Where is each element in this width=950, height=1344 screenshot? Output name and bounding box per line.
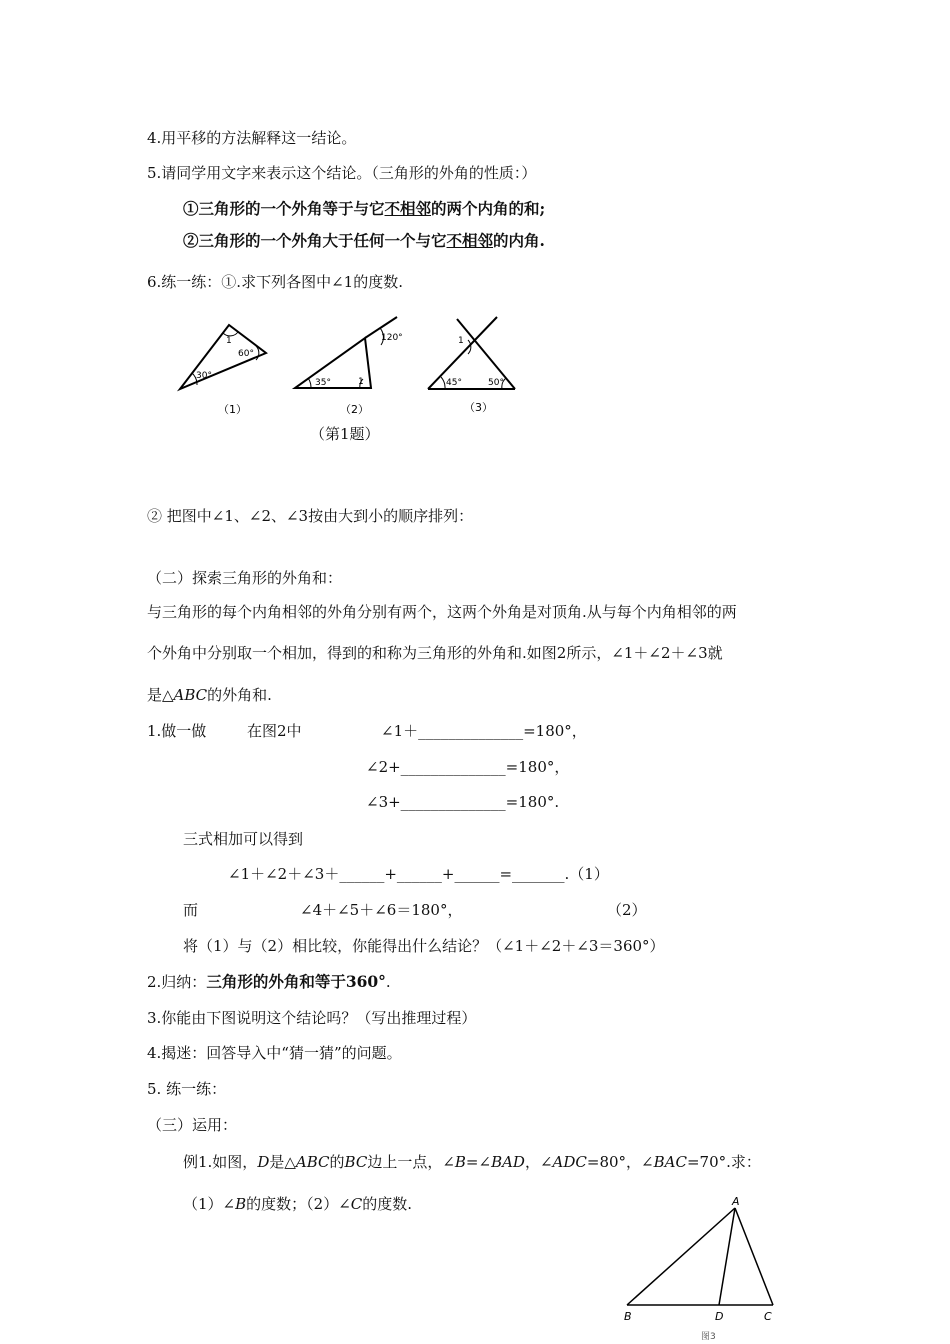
figure-1-caption: （1）	[218, 403, 247, 416]
ex-var-b: B	[454, 1153, 466, 1171]
property-2-text-b: 的内角.	[493, 231, 545, 250]
equation-interior: ∠4＋∠5＋∠6＝180°，	[300, 901, 463, 919]
figure-2	[295, 317, 403, 416]
figure-3-angle-1: 1	[458, 336, 464, 346]
task-2: ② 把图中∠1、∠2、∠3按由大到小的顺序排列：	[147, 507, 474, 525]
question-4: 4.揭迷：回答导入中“猜一猜”的问题。	[147, 1044, 402, 1062]
vertex-a: A	[732, 1195, 740, 1208]
segment-ab	[627, 1208, 735, 1305]
q-text-b: 的度数；（2）∠	[246, 1195, 351, 1213]
example-1	[183, 1152, 761, 1172]
figure-3-caption: （3）	[464, 401, 493, 414]
paragraph-line-3	[147, 685, 272, 705]
figure-3-left-line	[428, 317, 497, 389]
compare-question: 将（1）与（2）相比较，你能得出什么结论？（∠1＋∠2＋∠3＝360°）	[183, 937, 665, 955]
ex-text-h: =70°.求：	[686, 1153, 761, 1171]
ex-var-adc: ADC	[552, 1153, 587, 1171]
item-4: 4.用平移的方法解释这一结论。	[147, 129, 357, 147]
figure-group-caption: （第1题）	[310, 425, 380, 443]
summary-end: .	[385, 973, 391, 991]
ex-var-bc: BC	[344, 1153, 368, 1171]
property-2	[183, 231, 545, 251]
do-figure-ref: 在图2中	[247, 722, 302, 740]
ex-text-f: ，∠	[524, 1153, 553, 1171]
figure-2-angle-35: 35°	[315, 378, 331, 388]
question-3: 3.你能由下图说明这个结论吗？（写出推理过程）	[147, 1009, 477, 1027]
paragraph-line-3-a: 是△	[147, 686, 174, 704]
segment-ad	[719, 1208, 735, 1305]
ex-var-bac: BAC	[653, 1153, 687, 1171]
section-3-heading: （三）运用：	[147, 1116, 238, 1134]
figure-2-arc-left	[308, 378, 311, 388]
equation-1: ∠1＋______________=180°，	[381, 722, 587, 740]
vertex-c: C	[764, 1310, 772, 1323]
ex-text-a: 例1.如图，	[183, 1153, 258, 1171]
figure-1	[180, 325, 266, 416]
item-6: 6.练一练：①.求下列各图中∠1的度数.	[147, 273, 403, 291]
equation-2: ∠2+______________=180°，	[366, 758, 570, 776]
figure-1-angle-60: 60°	[238, 349, 254, 359]
paragraph-line-2: 个外角中分别取一个相加，得到的和称为三角形的外角和.如图2所示，∠1＋∠2＋∠3就	[147, 644, 723, 662]
do-label: 1.做一做	[147, 722, 207, 740]
figure-2-angle-120: 120°	[381, 333, 403, 343]
ex-var-d: D	[257, 1153, 270, 1171]
summary-bold: 三角形的外角和等于360°	[206, 972, 386, 991]
ex-text-d: 边上一点，∠	[367, 1153, 455, 1171]
figure-3-angle-45: 45°	[446, 378, 462, 388]
paragraph-line-3-b: 的外角和.	[207, 686, 272, 704]
figure-1-angle-30: 30°	[196, 371, 212, 381]
property-1-text-b: 的两个内角的和;	[431, 199, 546, 218]
q-var-b: B	[235, 1195, 247, 1213]
ex-text-b: 是△	[269, 1153, 296, 1171]
vertex-d: D	[715, 1310, 724, 1323]
property-2-text-a: ②三角形的一个外角大于任何一个与它	[183, 231, 447, 250]
property-1	[183, 199, 545, 219]
ex-var-bad: BAD	[491, 1153, 525, 1171]
example-questions	[183, 1194, 412, 1214]
figure-3-triangle	[615, 1192, 785, 1344]
and-word: 而	[183, 901, 199, 919]
ex-var-abc: ABC	[295, 1153, 330, 1171]
paragraph-line-1: 与三角形的每个内角相邻的外角分别有两个，这两个外角是对顶角.从与每个内角相邻的两	[147, 603, 737, 621]
figure-3-arc-left	[441, 377, 445, 389]
sum-equation: ∠1＋∠2＋∠3＋______+______+______=_______.（1）	[228, 865, 609, 883]
q-text-c: 的度数.	[362, 1195, 413, 1213]
property-1-text-a: ①三角形的一个外角等于与它	[183, 199, 385, 218]
q-var-c: C	[350, 1195, 363, 1213]
property-1-underlined: 不相邻	[384, 199, 432, 218]
summary-label: 2.归纳：	[147, 973, 207, 991]
equation-interior-number: （2）	[607, 901, 647, 919]
figure-3-caption: 图3	[701, 1332, 716, 1342]
property-2-underlined: 不相邻	[446, 231, 494, 250]
figure-3	[428, 317, 515, 414]
equation-3: ∠3+______________=180°.	[366, 793, 560, 811]
ex-text-e: =∠	[465, 1153, 492, 1171]
vertex-b: B	[624, 1310, 632, 1323]
summary	[147, 972, 391, 992]
figure-3-angle-50: 50°	[488, 378, 504, 388]
section-2-heading: （二）探索三角形的外角和：	[147, 569, 343, 587]
ex-text-g: =80°，∠	[586, 1153, 654, 1171]
figure-1-angle-1: 1	[226, 336, 232, 346]
item-5: 5.请同学用文字来表示这个结论。（三角形的外角的性质：）	[147, 164, 537, 182]
figure-2-angle-1: 1	[358, 377, 364, 387]
paragraph-line-3-abc: ABC	[173, 686, 208, 704]
ex-text-c: 的	[329, 1153, 345, 1171]
segment-ac	[735, 1208, 773, 1305]
sum-intro: 三式相加可以得到	[183, 830, 304, 848]
question-5: 5. 练一练：	[147, 1080, 227, 1098]
figure-2-caption: （2）	[340, 403, 369, 416]
q-text-a: （1）∠	[183, 1195, 236, 1213]
